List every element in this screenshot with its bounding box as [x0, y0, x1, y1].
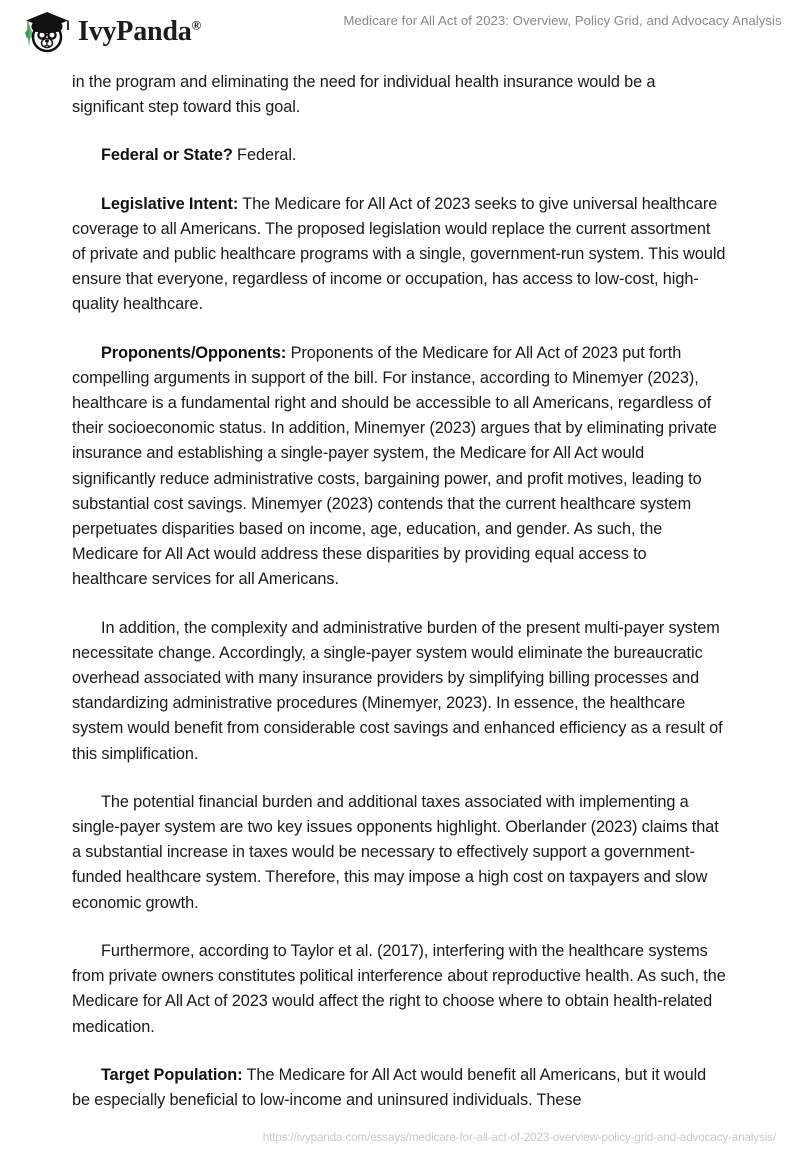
document-body [72, 70, 726, 1136]
paragraph-text: The potential financial burden and additional taxes associated with implementing a single-payer system are two key issues opponents highlight. Oberlander (2023) claims that a substantial increase in taxes would be necessary to effectively support a government-funded healthcare system. Therefore, this may impose a high cost on taxpayers and slow economic growth. [72, 792, 719, 912]
brand-wordmark [78, 18, 201, 46]
paragraph-continued [72, 70, 726, 120]
paragraph-federal-or-state [72, 143, 726, 168]
paragraph-label: Federal or State? [101, 146, 233, 165]
paragraph-proponents-opponents [72, 341, 726, 593]
paragraph-target-population [72, 1063, 726, 1113]
paragraph-text: in the program and eliminating the need for individual health insurance would be a significant step toward this goal. [72, 73, 656, 117]
paragraph-label: Proponents/Opponents: [101, 343, 287, 362]
paragraph-text: The Medicare for All Act would benefit all Americans, but it would be especially beneficial to low-income and uninsured individuals. These [72, 1065, 707, 1109]
document-header-title: Medicare for All Act of 2023: Overview, Policy Grid, and Advocacy Analysis [343, 13, 782, 28]
paragraph-administrative-burden [72, 616, 726, 767]
paragraph-text: Furthermore, according to Taylor et al. (2017), interfering with the healthcare systems from private owners constitutes political interference about reproductive health. As such, the Medicare for All Act of 2023 would affect the right to choose where to obtain health-related medication. [72, 941, 726, 1036]
brand-logo-lockup[interactable] [16, 10, 201, 54]
brand-name-text: IvyPanda [78, 16, 192, 47]
paragraph-legislative-intent [72, 192, 726, 318]
paragraph-label: Target Population: [101, 1065, 243, 1084]
panda-graduate-logo-icon [16, 10, 72, 54]
paragraph-text: Federal. [237, 146, 297, 165]
paragraph-text: Proponents of the Medicare for All Act of 2023 put forth compelling arguments in support of the bill. For instance, according to Minemyer (2023), healthcare is a fundamental right and should be accessible to all Americans, regardless of their socioeconomic status. In addition, Minemyer (2023) argues that by eliminating private insurance and establishing a single-payer system, the Medicare for All Act would significantly reduce administrative costs, bargaining power, and profit motives, leading to substantial cost savings. Minemyer (2023) contends that the current healthcare system perpetuates disparities based on income, age, education, and gender. As such, the Medicare for All Act would address these disparities by providing equal access to healthcare services for all Americans. [72, 343, 717, 589]
paragraph-text: The Medicare for All Act of 2023 seeks to give universal healthcare coverage to all Americans. The proposed legislation would replace the current assortment of private and public healthcare programs with a single, government-run system. This would ensure that everyone, regardless of income or occupation, has access to low-cost, high-quality healthcare. [72, 194, 726, 314]
source-url-link[interactable]: https://ivypanda.com/essays/medicare-for-all-act-of-2023-overview-policy-grid-and-advocacy-analysis/ [262, 1131, 776, 1144]
paragraph-text: In addition, the complexity and administrative burden of the present multi-payer system necessitate change. Accordingly, a single-payer system would eliminate the bureaucratic overhead associated with many insurance providers by simplifying billing processes and standardizing administrative procedures (Minemyer, 2023). In essence, the healthcare system would benefit from considerable cost savings and enhanced efficiency as a result of this simplification. [72, 618, 723, 763]
paragraph-financial-burden [72, 790, 726, 916]
registered-trademark-icon: ® [191, 17, 202, 33]
paragraph-reproductive-health [72, 939, 726, 1040]
paragraph-label: Legislative Intent: [101, 194, 239, 213]
page-header [0, 0, 800, 59]
